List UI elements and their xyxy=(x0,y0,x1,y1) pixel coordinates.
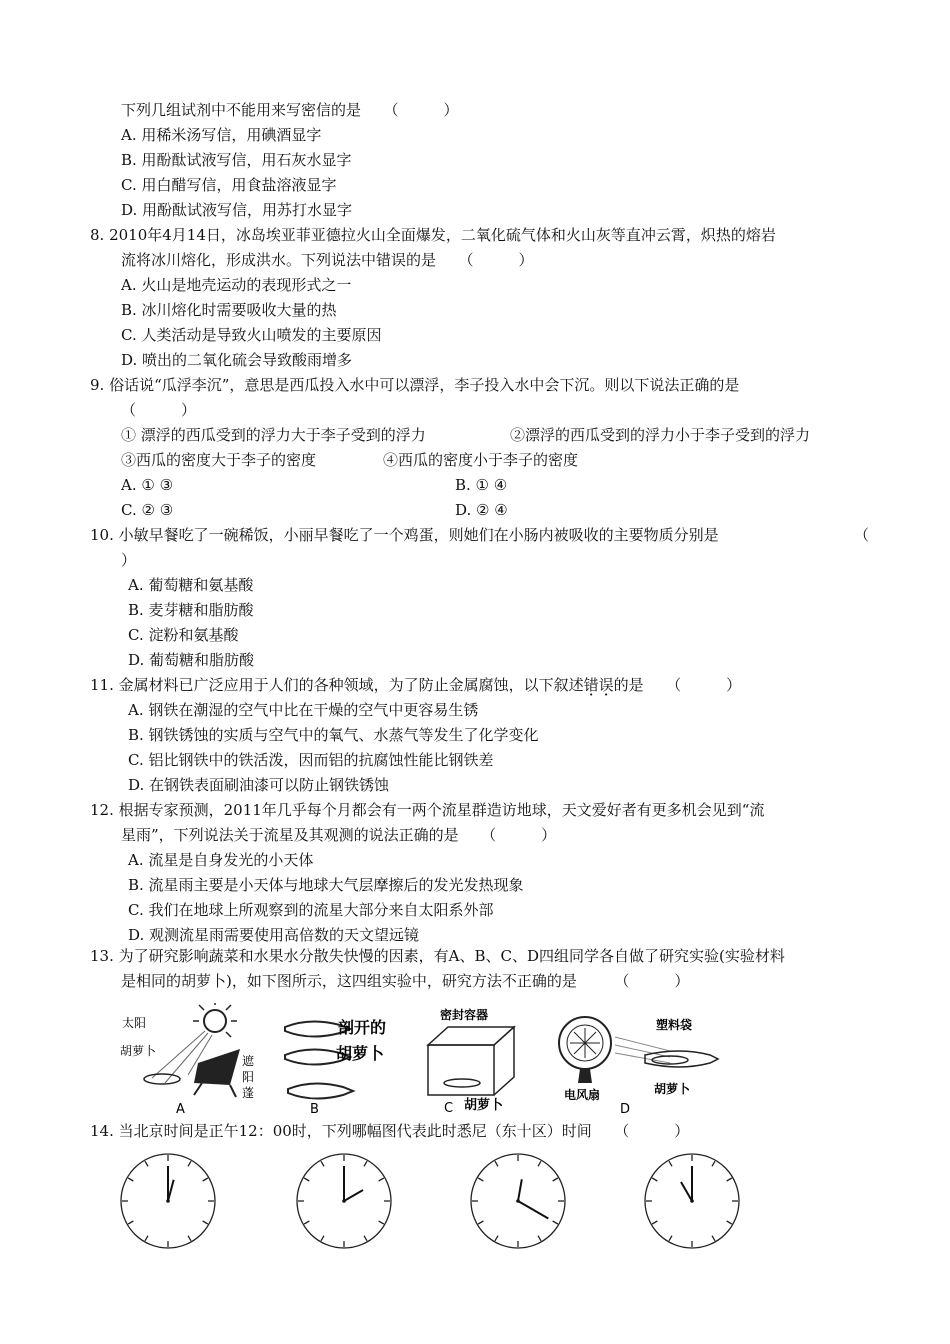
q10-line1: 10. 小敏早餐吃了一碗稀饭，小丽早餐吃了一个鸡蛋，则她们在小肠内被吸收的主要物质分别是 xyxy=(90,526,719,544)
clock-tick xyxy=(364,1236,367,1241)
clock-tick xyxy=(379,1221,384,1224)
clock-tick xyxy=(145,1161,148,1166)
clock-tick xyxy=(538,1161,541,1166)
experiment-d xyxy=(559,1017,718,1117)
q9-option-d: D. ② ④ xyxy=(455,501,508,519)
carrot-a xyxy=(144,1074,180,1084)
q11-option-b: B. 钢铁锈蚀的实质与空气中的氧气、水蒸气等发生了化学变化 xyxy=(128,726,539,744)
clock-tick xyxy=(669,1161,672,1166)
caption-b: B xyxy=(310,1102,319,1117)
caption-d: D xyxy=(620,1102,631,1117)
q9-line1: 9. 俗话说“瓜浮李沉”，意思是西瓜投入水中可以漂浮，李子投入水中会下沉。则以下说法正确的是 xyxy=(90,376,740,394)
clock-tick xyxy=(495,1236,498,1241)
q9-statement-2: ②漂浮的西瓜受到的浮力小于李子受到的浮力 xyxy=(510,426,811,444)
q7-option-b: B. 用酚酞试液写信，用石灰水显字 xyxy=(121,151,352,169)
hour-hand xyxy=(681,1182,692,1201)
clock-tick xyxy=(321,1161,324,1166)
clock-tick xyxy=(203,1178,208,1181)
clock-tick xyxy=(304,1221,309,1224)
clock-a xyxy=(121,1154,215,1248)
clock-tick xyxy=(478,1221,483,1224)
q14-clocks xyxy=(110,1148,750,1258)
label-bag: 塑料袋 xyxy=(656,1018,693,1032)
q7-option-a: A. 用稀米汤写信，用碘酒显字 xyxy=(121,126,322,144)
clock-center xyxy=(342,1199,346,1203)
clock-tick xyxy=(553,1221,558,1224)
clock-b xyxy=(297,1154,391,1248)
q10-line2: ） xyxy=(121,551,137,569)
q12-line1: 12. 根据专家预测，2011年几乎每个月都会有一两个流星群造访地球，天文爱好者有更多机会见到“流 xyxy=(90,801,765,819)
experiment-b xyxy=(285,1018,386,1117)
q8-option-c: C. 人类活动是导致火山喷发的主要原因 xyxy=(121,326,382,344)
q10-paren-open: （ xyxy=(854,526,870,544)
clock-tick xyxy=(364,1161,367,1166)
label-sealed: 密封容器 xyxy=(440,1008,489,1022)
clock-tick xyxy=(321,1236,324,1241)
clock-tick xyxy=(145,1236,148,1241)
clock-tick xyxy=(652,1221,657,1224)
carrot-c xyxy=(444,1079,480,1087)
q9-statement-1: ① 漂浮的西瓜受到的浮力大于李子受到的浮力 xyxy=(121,426,426,444)
q8-option-b: B. 冰川熔化时需要吸收大量的热 xyxy=(121,301,337,319)
clock-tick xyxy=(495,1161,498,1166)
clock-center xyxy=(166,1199,170,1203)
q13-experiment-figure xyxy=(110,1003,730,1118)
hour-hand xyxy=(344,1190,363,1201)
clock-tick xyxy=(538,1236,541,1241)
label-carrot-c: 胡萝卜 xyxy=(464,1098,504,1113)
q12-option-c: C. 我们在地球上所观察到的流星大部分来自太阳系外部 xyxy=(128,901,494,919)
caption-a: A xyxy=(176,1102,185,1117)
experiment-a xyxy=(120,1003,255,1117)
q9-statement-4: ④西瓜的密度小于李子的密度 xyxy=(383,451,579,469)
minute-hand xyxy=(518,1201,548,1219)
q14-line1: 14. 当北京时间是正午12：00时，下列哪幅图代表此时悉尼（东十区）时间 （ ） xyxy=(90,1122,690,1140)
clock-c xyxy=(471,1154,565,1248)
q11-stem-post: 的是 （ ） xyxy=(613,676,742,694)
clock-d xyxy=(645,1154,739,1248)
label-fan: 电风扇 xyxy=(564,1088,601,1102)
q8-line1: 8. 2010年4月14日，冰岛埃亚菲亚德拉火山全面爆发，二氧化硫气体和火山灰等直冲云霄，炽热的熔岩 xyxy=(90,226,776,244)
q12-option-b: B. 流星雨主要是小天体与地球大气层摩擦后的发光发热现象 xyxy=(128,876,524,894)
q11-option-c: C. 铝比钢铁中的铁活泼，因而铝的抗腐蚀性能比钢铁差 xyxy=(128,751,494,769)
clock-tick xyxy=(128,1178,133,1181)
q7-option-d: D. 用酚酞试液写信，用苏打水显字 xyxy=(121,201,353,219)
clock-tick xyxy=(304,1178,309,1181)
clock-tick xyxy=(379,1178,384,1181)
q9-option-a: A. ① ③ xyxy=(121,476,174,494)
q9-statement-3: ③西瓜的密度大于李子的密度 xyxy=(121,451,317,469)
caption-c: C xyxy=(444,1101,454,1116)
label-cut-2: 胡萝卜 xyxy=(336,1044,385,1063)
q11-option-a: A. 钢铁在潮湿的空气中比在干燥的空气中更容易生锈 xyxy=(128,701,479,719)
clock-tick xyxy=(712,1236,715,1241)
clock-center xyxy=(516,1199,520,1203)
clock-tick xyxy=(553,1178,558,1181)
q11-emphasis-char-2: 误 xyxy=(598,676,614,694)
clock-tick xyxy=(203,1221,208,1224)
q7-option-c: C. 用白醋写信，用食盐溶液显字 xyxy=(121,176,337,194)
q10-option-b: B. 麦芽糖和脂肪酸 xyxy=(128,601,254,619)
q13-line2: 是相同的胡萝卜)，如下图所示，这四组实验中，研究方法不正确的是 （ ） xyxy=(121,972,690,990)
clock-tick xyxy=(727,1178,732,1181)
clock-tick xyxy=(188,1236,191,1241)
label-cut-1: 剖开的 xyxy=(338,1018,387,1037)
q9-option-b: B. ① ④ xyxy=(455,476,508,494)
q13-line1: 13. 为了研究影响蔬菜和水果水分散失快慢的因素，有A、B、C、D四组同学各自做了研究实验(实验材料 xyxy=(90,947,785,965)
carrot-b-bottom xyxy=(288,1083,353,1098)
q11-option-d: D. 在钢铁表面刷油漆可以防止钢铁锈蚀 xyxy=(128,776,390,794)
q7-stem: 下列几组试剂中不能用来写密信的是 （ ） xyxy=(121,101,459,119)
clock-tick xyxy=(669,1236,672,1241)
q12-option-d: D. 观测流星雨需要使用高倍数的天文望远镜 xyxy=(128,926,420,944)
q12-line2: 星雨”，下列说法关于流星及其观测的说法正确的是 （ ） xyxy=(121,826,557,844)
q10-option-a: A. 葡萄糖和氨基酸 xyxy=(128,576,254,594)
clock-tick xyxy=(652,1178,657,1181)
q9-line2: （ ） xyxy=(121,401,197,419)
experiment-c xyxy=(428,1007,514,1116)
q8-option-a: A. 火山是地壳运动的表现形式之一 xyxy=(121,276,352,294)
q12-option-a: A. 流星是自身发光的小天体 xyxy=(128,851,314,869)
label-shade-3: 蓬 xyxy=(242,1086,255,1100)
label-shade-1: 遮 xyxy=(242,1054,255,1068)
clock-tick xyxy=(128,1221,133,1224)
hour-hand xyxy=(518,1179,522,1201)
q10-option-d: D. 葡萄糖和脂肪酸 xyxy=(128,651,255,669)
label-shade-2: 阳 xyxy=(242,1070,255,1084)
label-carrot-d: 胡萝卜 xyxy=(654,1082,691,1096)
q11-emphasis-char-1: 错 xyxy=(583,676,599,694)
clock-tick xyxy=(188,1161,191,1166)
plastic-bag xyxy=(645,1051,718,1067)
clock-tick xyxy=(478,1178,483,1181)
label-sun: 太阳 xyxy=(122,1016,147,1030)
clock-tick xyxy=(712,1161,715,1166)
q11-stem-pre: 11. 金属材料已广泛应用于人们的各种领域，为了防止金属腐蚀，以下叙述 xyxy=(90,676,584,694)
clock-tick xyxy=(727,1221,732,1224)
clock-center xyxy=(690,1199,694,1203)
q11-stem xyxy=(90,674,741,696)
q8-line2: 流将冰川熔化，形成洪水。下列说法中错误的是 （ ） xyxy=(121,251,534,269)
q9-option-c: C. ② ③ xyxy=(121,501,174,519)
q8-option-d: D. 喷出的二氧化硫会导致酸雨增多 xyxy=(121,351,353,369)
q10-option-c: C. 淀粉和氨基酸 xyxy=(128,626,239,644)
label-carrot-a: 胡萝卜 xyxy=(120,1044,157,1058)
sun-icon xyxy=(204,1010,226,1032)
